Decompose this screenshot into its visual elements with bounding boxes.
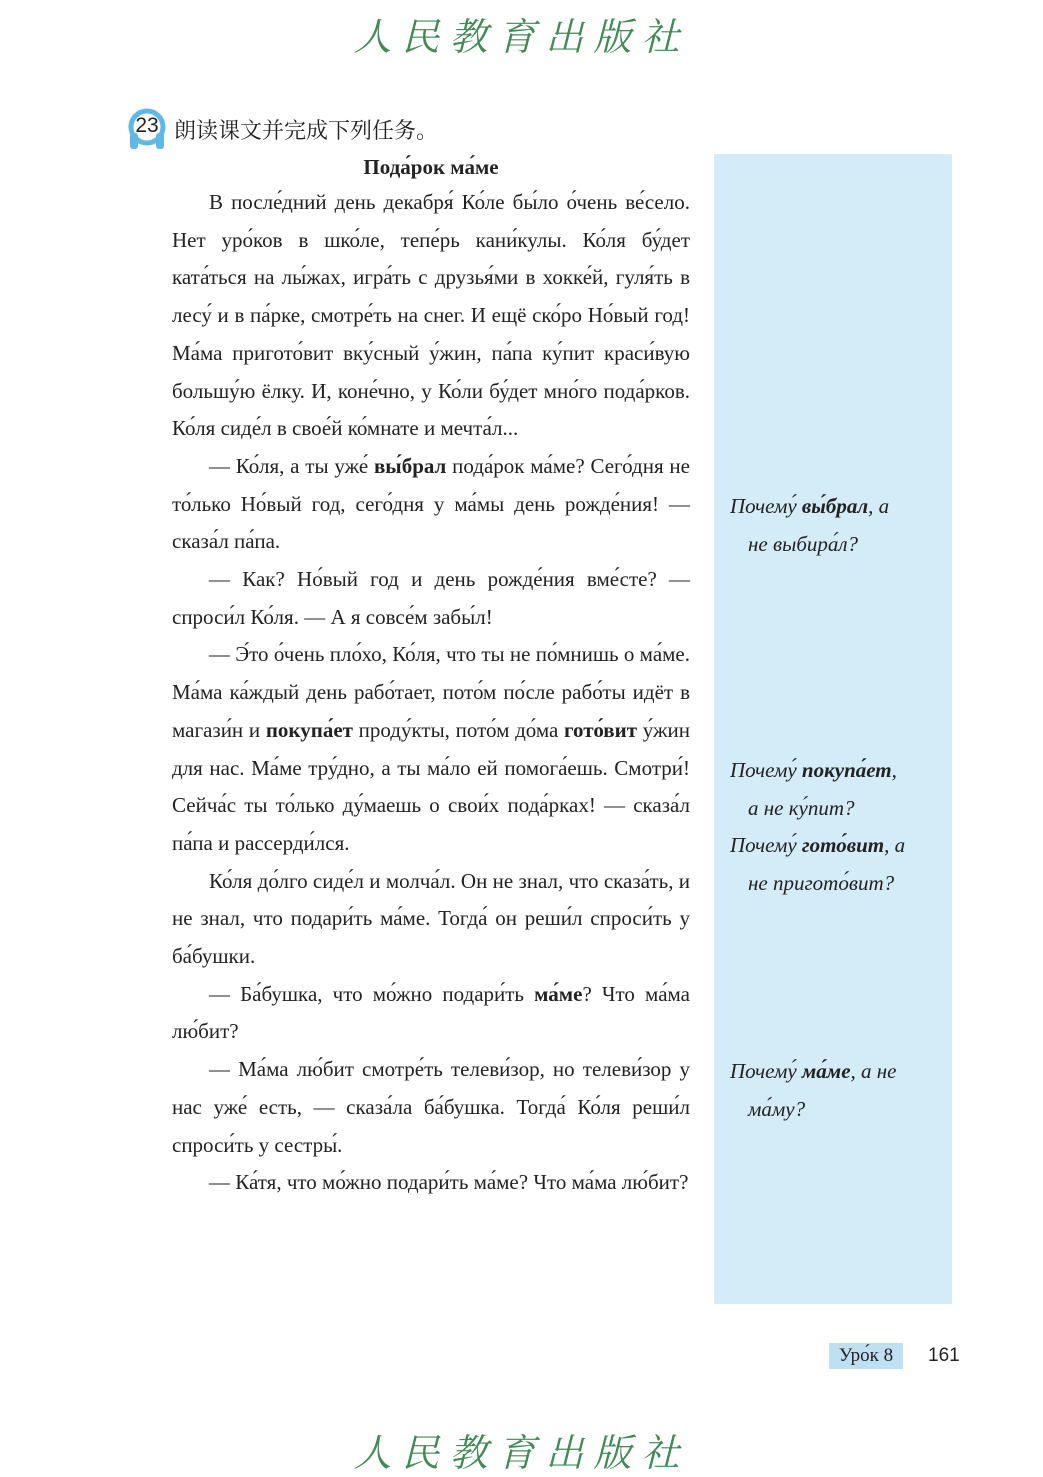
bold-keyword: покупа́ет	[265, 717, 353, 742]
task-header	[128, 104, 438, 154]
bold-keyword: вы́брал	[373, 453, 447, 478]
side-note-4: Почему́ ма́ме, а не ма́му?	[730, 1059, 897, 1121]
publisher-logo-bottom: 人民教育出版社	[353, 1431, 690, 1475]
task-number: 23	[135, 114, 159, 137]
paragraph: В после́дний день декабря́ Ко́ле бы́ло о́чень ве́село. Нет уро́ков в шко́ле, тепе́рь кани́кулы. Ко́ля бу́дет ката́ться на лы́жах, игра́ть с друзья́ми в хокке́й, гуля́ть в лесу́ и в па́рке, смотре́ть на снег. И ещё ско́ро Но́вый год! Ма́ма пригото́вит вку́сный у́жин, па́па ку́пит краси́вую большу́ю ёлку. И, коне́чно, у Ко́ли бу́дет мно́го пода́рков. Ко́ля сиде́л в свое́й ко́мнате и мечта́л...	[172, 190, 690, 441]
task-instruction: 朗读课文并完成下列任务。	[174, 118, 439, 144]
paragraph: — Ка́тя, что мо́жно подари́ть ма́ме? Что ма́ма лю́бит?	[209, 1170, 689, 1195]
side-note-2: Почему́ покупа́ет, а не ку́пит?	[730, 758, 897, 820]
bold-keyword: гото́вит	[564, 717, 638, 742]
page-number: 161	[928, 1345, 960, 1366]
paragraph: — Ба́бушка, что мо́жно подари́ть ма́ме? Что ма́ма лю́бит?	[172, 981, 690, 1044]
side-note-1: Почему́ вы́брал, а не выбира́л?	[730, 494, 890, 556]
reading-text	[172, 184, 690, 1202]
paragraph: — Ко́ля, а ты уже́ вы́брал пода́рок ма́ме? Сего́дня не то́лько Но́вый год, сего́дня у ма́мы день рожде́ния! — сказа́л па́па.	[172, 453, 690, 554]
paragraph: Ко́ля до́лго сиде́л и молча́л. Он не знал, что сказа́ть, и не знал, что подари́ть ма́ме. Тогда́ он реши́л спроси́ть у ба́бушки.	[172, 868, 690, 969]
paragraph: — Как? Но́вый год и день рожде́ния вме́сте? — спроси́л Ко́ля. — А я совсе́м забы́л!	[172, 567, 690, 629]
paragraph: — Э́то о́чень пло́хо, Ко́ля, что ты не по́мнишь о ма́ме. Ма́ма ка́ждый день рабо́тает, пото́м по́сле рабо́ты идёт в магази́н и покупа́ет проду́кты, пото́м до́ма гото́вит у́жин для нас. Ма́ме тру́дно, а ты ма́ло ей помога́ешь. Смотри́! Сейча́с ты то́лько ду́маешь о свои́х пода́рках! — сказа́л па́па и рассерди́лся.	[172, 642, 690, 855]
bold-keyword: ма́ме	[534, 981, 583, 1006]
lesson-badge: Уро́к 8	[829, 1343, 903, 1369]
headphones-icon[interactable]	[128, 106, 170, 152]
notes-sidebar	[714, 154, 952, 1304]
publisher-logo-top: 人民教育出版社	[353, 15, 690, 59]
side-note-3: Почему́ гото́вит, а не пригото́вит?	[730, 833, 906, 895]
text-title: Пода́рок ма́ме	[363, 155, 499, 179]
paragraph: — Ма́ма лю́бит смотре́ть телеви́зор, но телеви́зор у нас уже́ есть, — сказа́ла ба́бушка. Тогда́ Ко́ля реши́л спроси́ть у сестры́.	[172, 1057, 690, 1157]
